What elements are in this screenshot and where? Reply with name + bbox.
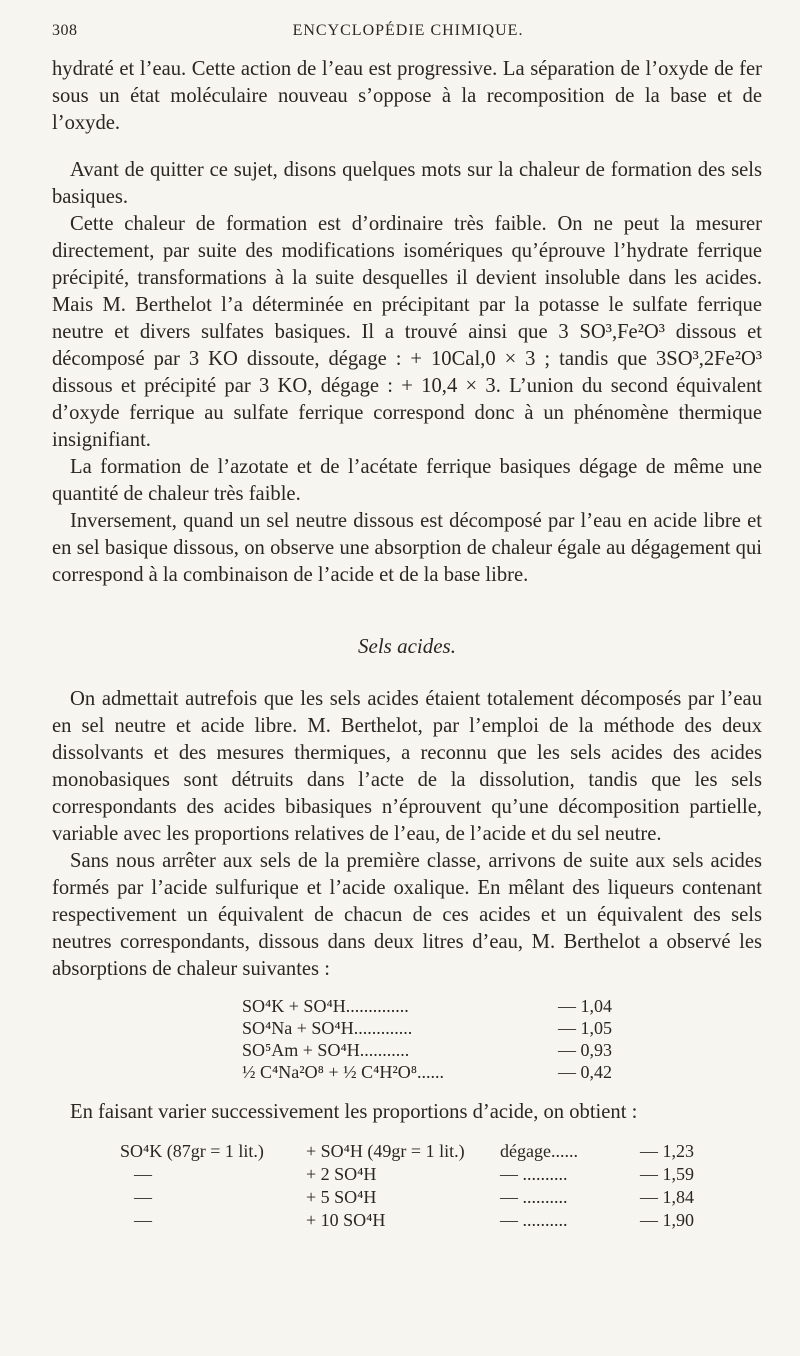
paragraph-4: La formation de l’azotate et de l’acétate ferrique basiques dégage de même une quantité de chaleur très faible. — [52, 456, 762, 505]
paragraph-2: Avant de quitter ce sujet, disons quelques mots sur la chaleur de formation des sels basiques. — [52, 159, 762, 208]
paragraph-3: Cette chaleur de formation est d’ordinaire très faible. On ne peut la mesurer directement, par suite des modifications isomériques qu’éprouve l’hydrate ferrique précipité, transformations à la suite desquelles il devient insoluble dans les acides. Mais M. Berthelot l’a déterminée en précipitant par la potasse le sulfate ferrique neutre et divers sulfates basiques. Il a trouvé ainsi que 3 SO³,Fe²O³ dissous et décomposé par 3 KO dissoute, dégage : + 10Cal,0 × 3 ; tandis que 3SO³,2Fe²O³ dissous et précipité par 3 KO, dégage : + 10,4 × 3. L’union du second équivalent d’oxyde ferrique au sulfate ferrique correspond donc à un phénomène thermique insignifiant. — [52, 213, 762, 451]
acid-cell: + 5 SO⁴H — [306, 1187, 377, 1207]
acid-cell: + 2 SO⁴H — [306, 1164, 377, 1184]
table-row — [120, 1140, 694, 1163]
paragraph-5: Inversement, quand un sel neutre dissous est décomposé par l’eau en acide libre et en sel basique dissous, on observe une absorption de chaleur égale au dégagement qui correspond à la combinaison de l’acide et de la base libre. — [52, 510, 762, 586]
paragraph-7: Sans nous arrêter aux sels de la première classe, arrivons de suite aux sels acides formés par l’acide sulfurique et l’acide oxalique. En mêlant des liqueurs contenant respectivement un équivalent de chacun de ces acides et un équivalent des sels neutres correspondants, dissous dans deux litres d’eau, M. Berthelot a observé les absorptions de chaleur suivantes : — [52, 850, 762, 980]
table-row — [242, 995, 612, 1017]
formula-cell: ½ C⁴Na²O⁸ + ½ C⁴H²O⁸...... — [242, 1062, 445, 1082]
acid-proportion-table — [120, 1140, 694, 1232]
value-cell: — 0,42 — [558, 1062, 612, 1082]
paragraph-8: En faisant varier successivement les proportions d’acide, on obtient : — [70, 1101, 638, 1123]
value-cell: — 1,05 — [558, 1018, 612, 1038]
value-cell: — 1,23 — [640, 1141, 694, 1161]
value-cell: — 1,84 — [640, 1187, 694, 1207]
page-number: 308 — [52, 22, 78, 39]
table-row — [242, 1039, 612, 1061]
value-cell: — 1,04 — [558, 996, 612, 1016]
label-cell: — .......... — [500, 1187, 568, 1207]
salt-cell: SO⁴K (87gr = 1 lit.) — [120, 1141, 264, 1161]
spacer — [52, 137, 762, 157]
table-row — [120, 1209, 694, 1232]
salt-cell: — — [134, 1164, 152, 1184]
value-cell: — 0,93 — [558, 1040, 612, 1060]
label-cell: dégage...... — [500, 1141, 578, 1161]
running-header — [52, 22, 764, 44]
page-body — [52, 56, 762, 1232]
table-row — [242, 1017, 612, 1039]
salt-cell: — — [134, 1210, 152, 1230]
paragraph-6: On admettait autrefois que les sels acides étaient totalement décomposés par l’eau en sel neutre et acide libre. M. Berthelot, par l’emploi de la méthode des deux dissolvants et des mesures thermiques, a reconnu que les sels acides des acides monobasiques sont détruits dans l’acte de la dissolution, tandis que les sels correspondants des acides bibasiques n’éprouvent qu’une décomposition partielle, variable avec les proportions relatives de l’eau, de l’acide et du sel neutre. — [52, 688, 762, 845]
formula-cell: SO⁴Na + SO⁴H............. — [242, 1018, 413, 1038]
acid-cell: + 10 SO⁴H — [306, 1210, 386, 1230]
table-row — [120, 1163, 694, 1186]
running-title: ENCYCLOPÉDIE CHIMIQUE. — [292, 22, 524, 39]
label-cell: — .......... — [500, 1210, 568, 1230]
value-cell: — 1,90 — [640, 1210, 694, 1230]
table-row — [242, 1061, 612, 1083]
spacer — [52, 589, 762, 633]
acid-cell: + SO⁴H (49gr = 1 lit.) — [306, 1141, 465, 1161]
value-cell: — 1,59 — [640, 1164, 694, 1184]
formula-cell: SO⁴K + SO⁴H.............. — [242, 996, 409, 1016]
paragraph-1: hydraté et l’eau. Cette action de l’eau est progressive. La séparation de l’oxyde de fer sous un état moléculaire nouveau s’oppose à la recomposition de la base et de l’oxyde. — [52, 58, 762, 134]
label-cell: — .......... — [500, 1164, 568, 1184]
table-row — [120, 1186, 694, 1209]
formula-cell: SO⁵Am + SO⁴H........... — [242, 1040, 410, 1060]
section-title: Sels acides. — [358, 634, 456, 658]
salt-cell: — — [134, 1187, 152, 1207]
heat-absorption-table — [242, 995, 612, 1083]
spacer — [52, 660, 762, 686]
spacer — [52, 1083, 762, 1099]
